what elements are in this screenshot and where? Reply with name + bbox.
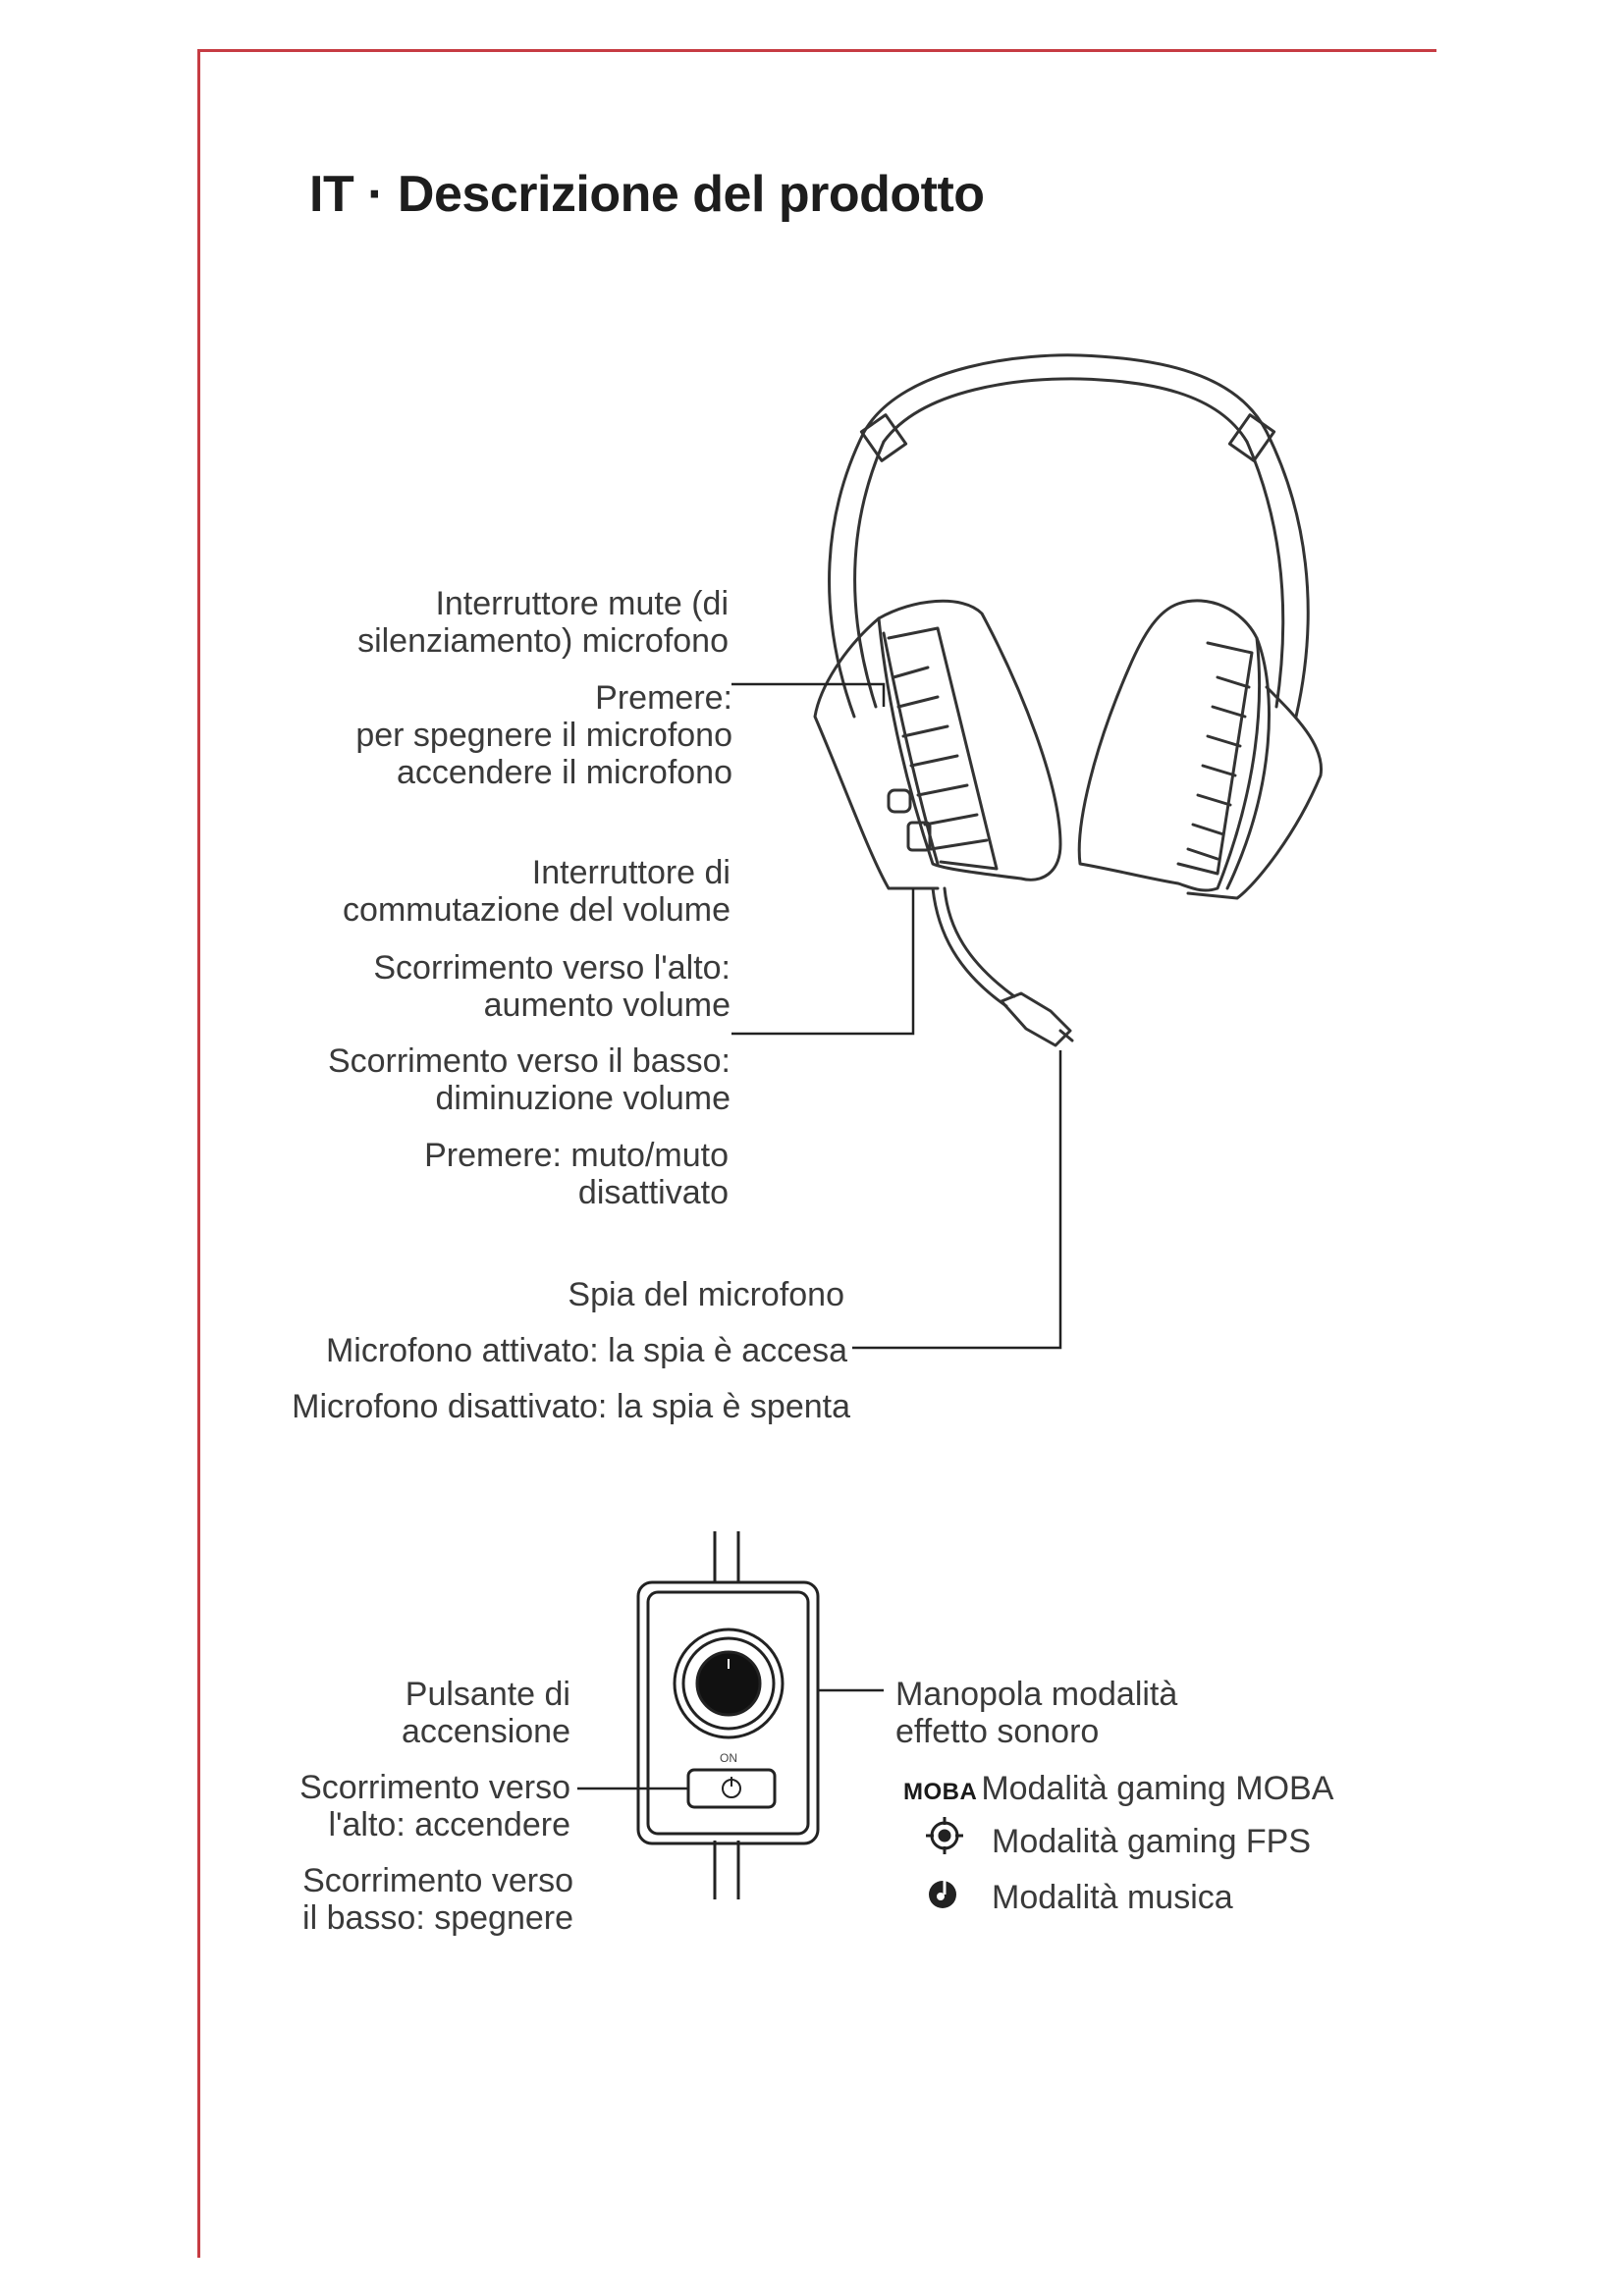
mic-light-on: Microfono attivato: la spia è accesa [325, 1332, 847, 1369]
moba-icon: MOBA [903, 1779, 978, 1805]
leader-mute [731, 684, 884, 707]
mic-light-title: Spia del microfono [568, 1276, 844, 1313]
power-up: Scorrimento verso l'alto: accendere [299, 1769, 570, 1843]
mode-fps: Modalità gaming FPS [992, 1823, 1312, 1860]
on-mark: ON [720, 1751, 737, 1765]
volume-down: Scorrimento verso il basso: diminuzione volume [327, 1042, 731, 1117]
boom-mic [933, 888, 1006, 1006]
power-down: Scorrimento verso il basso: spegnere [302, 1862, 573, 1937]
fps-crosshair-icon [926, 1817, 963, 1854]
right-ear-cup [1079, 601, 1259, 890]
volume-up: Scorrimento verso l'alto: aumento volume [373, 949, 731, 1024]
headband [864, 355, 1267, 432]
power-button-title: Pulsante di accensione [401, 1676, 570, 1750]
mode-moba: MOBA Modalità gaming MOBA [903, 1770, 1334, 1807]
leader-volume [731, 888, 913, 1034]
sound-knob-title: Manopola modalità effetto sonoro [895, 1676, 1178, 1750]
inline-controller [577, 1531, 884, 1899]
page-title: IT · Descrizione del prodotto [309, 166, 985, 223]
mode-music: Modalità musica [992, 1879, 1233, 1916]
mic-light-off: Microfono disattivato: la spia è spenta [292, 1388, 850, 1425]
mute-switch-title: Interruttore mute (di silenziamento) microfono [357, 585, 729, 660]
leader-mic-light [852, 1050, 1060, 1348]
volume-switch-title: Interruttore di commutazione del volume [343, 854, 731, 929]
volume-press: Premere: muto/muto disattivato [424, 1137, 729, 1211]
mute-switch-press: Premere: per spegnere il microfono accendere il microfono [355, 679, 732, 791]
music-note-icon [929, 1875, 957, 1908]
